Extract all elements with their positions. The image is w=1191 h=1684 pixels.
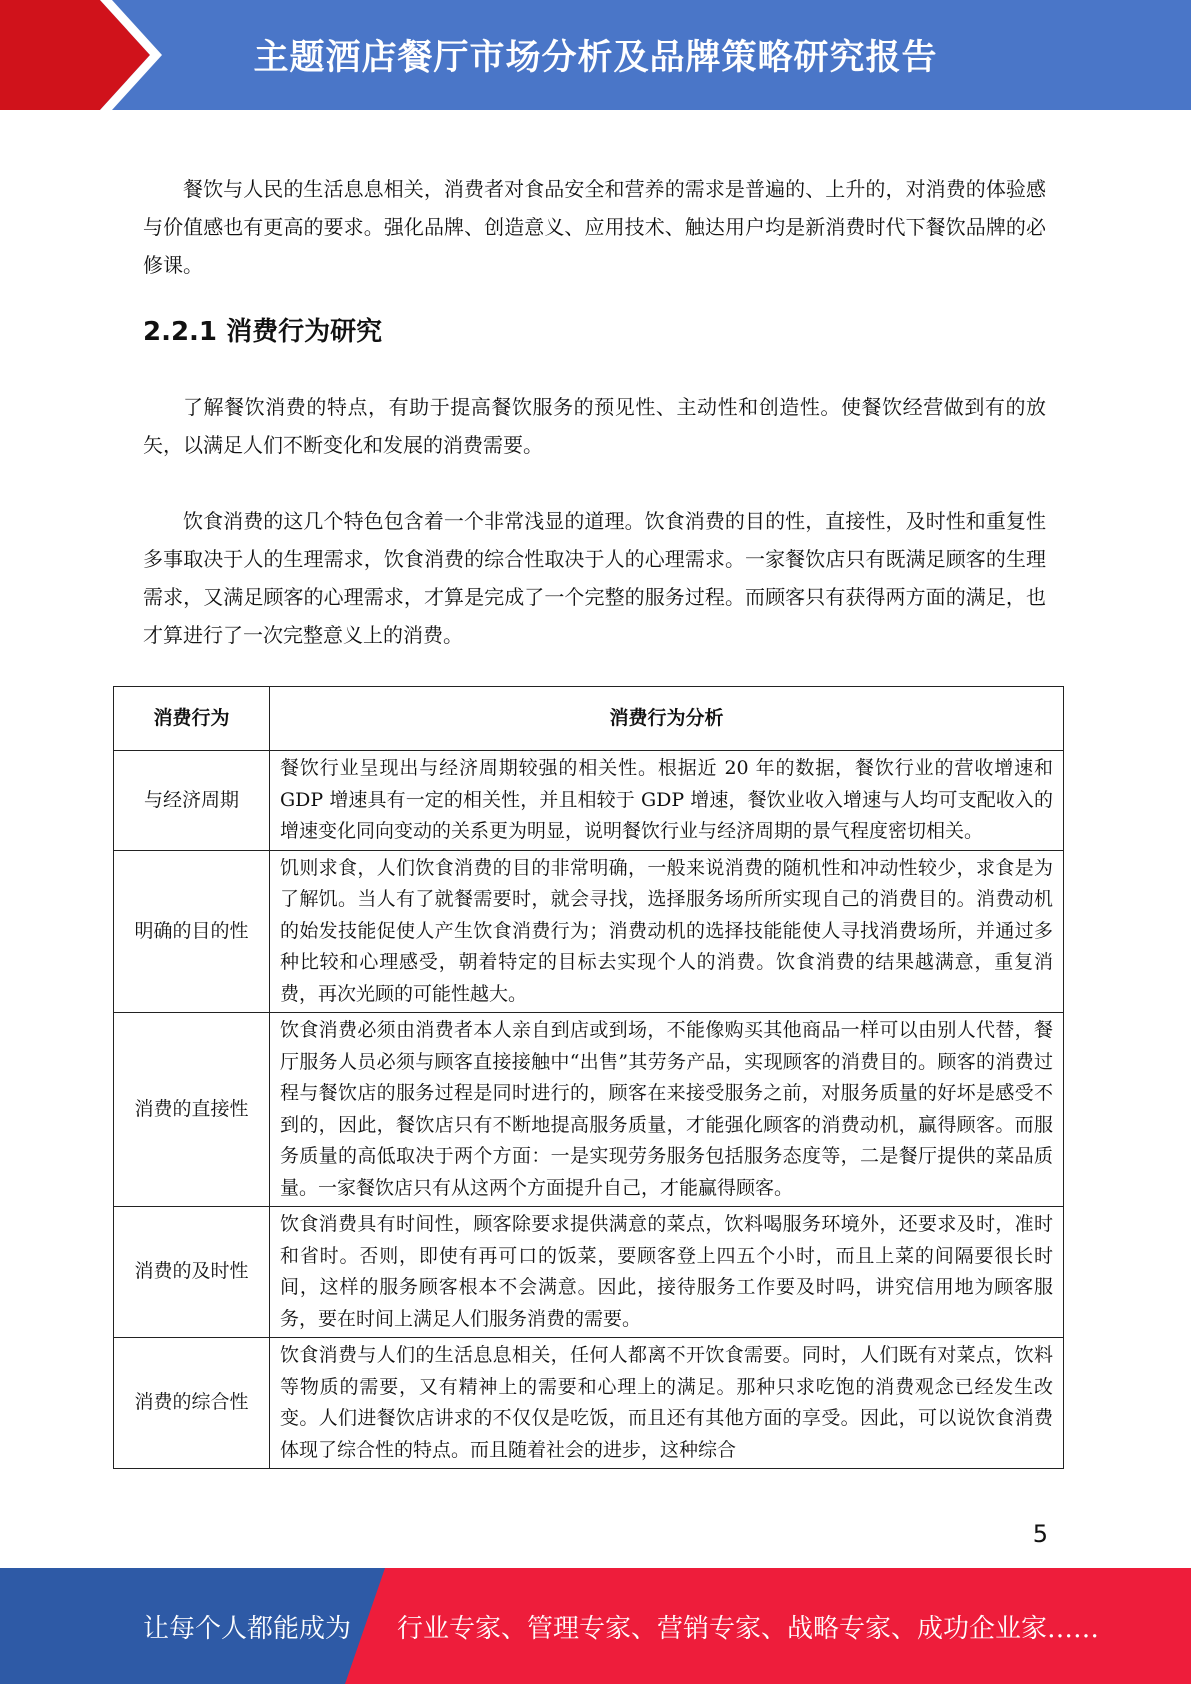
page-header [0, 0, 1191, 110]
section-paragraph-2-block [143, 502, 1046, 654]
section-heading: 2.2.1 消费行为研究 [143, 317, 383, 347]
table-row [114, 751, 1064, 851]
table-row [114, 1013, 1064, 1207]
table-header-behavior: 消费行为 [114, 687, 270, 751]
table-header-analysis: 消费行为分析 [270, 687, 1064, 751]
page-footer [0, 1568, 1191, 1684]
section-paragraph-1-block [143, 388, 1046, 464]
report-title: 主题酒店餐厅市场分析及品牌策略研究报告 [253, 38, 938, 78]
footer-slogan-left: 让每个人都能成为 [143, 1613, 352, 1644]
behavior-cell: 消费的综合性 [114, 1338, 270, 1469]
table-row [114, 850, 1064, 1013]
analysis-cell: 饮食消费必须由消费者本人亲自到店或到场，不能像购买其他商品一样可以由别人代替，餐厅服务人员必须与顾客直接接触中“出售”其劳务产品，实现顾客的消费目的。顾客的消费过程与餐饮店的服务过程是同时进行的，顾客在来接受服务之前，对服务质量的好坏是感受不到的，因此，餐饮店只有不断地提高服务质量，才能强化顾客的消费动机，赢得顾客。而服务质量的高低取决于两个方面：一是实现劳务服务包括服务态度等，二是餐厅提供的菜品质量。一家餐饮店只有从这两个方面提升自己，才能赢得顾客。 [270, 1013, 1064, 1207]
analysis-cell: 饮食消费与人们的生活息息相关，任何人都离不开饮食需要。同时，人们既有对菜点，饮料等物质的需要，又有精神上的需要和心理上的满足。那种只求吃饱的消费观念已经发生改变。人们进餐饮店讲求的不仅仅是吃饭，而且还有其他方面的享受。因此，可以说饮食消费体现了综合性的特点。而且随着社会的进步，这种综合 [270, 1338, 1064, 1469]
behavior-cell: 与经济周期 [114, 751, 270, 851]
intro-section [143, 170, 1046, 284]
footer-slogan-right: 行业专家、管理专家、营销专家、战略专家、成功企业家…… [397, 1613, 1100, 1644]
table-row [114, 1338, 1064, 1469]
behavior-cell: 明确的目的性 [114, 850, 270, 1013]
behavior-cell: 消费的直接性 [114, 1013, 270, 1207]
consumer-behavior-table [113, 686, 1064, 1469]
intro-paragraph: 餐饮与人民的生活息息相关，消费者对食品安全和营养的需求是普遍的、上升的，对消费的体验感与价值感也有更高的要求。强化品牌、创造意义、应用技术、触达用户均是新消费时代下餐饮品牌的必修课。 [143, 177, 1046, 277]
analysis-cell: 餐饮行业呈现出与经济周期较强的相关性。根据近 20 年的数据，餐饮行业的营收增速和 GDP 增速具有一定的相关性，并且相较于 GDP 增速，餐饮业收入增速与人均可支配收入的增速变化同向变动的关系更为明显，说明餐饮行业与经济周期的景气程度密切相关。 [270, 751, 1064, 851]
section-paragraph-2: 饮食消费的这几个特色包含着一个非常浅显的道理。饮食消费的目的性，直接性，及时性和重复性多事取决于人的生理需求，饮食消费的综合性取决于人的心理需求。一家餐饮店只有既满足顾客的生理需求，又满足顾客的心理需求，才算是完成了一个完整的服务过程。而顾客只有获得两方面的满足，也才算进行了一次完整意义上的消费。 [143, 509, 1046, 647]
table-header-row [114, 687, 1064, 751]
page-number: 5 [1032, 1520, 1048, 1548]
table-row [114, 1207, 1064, 1338]
analysis-cell: 饮食消费具有时间性，顾客除要求提供满意的菜点，饮料喝服务环境外，还要求及时，准时和省时。否则，即使有再可口的饭菜，要顾客登上四五个小时，而且上菜的间隔要很长时间，这样的服务顾客根本不会满意。因此，接待服务工作要及时吗，讲究信用地为顾客服务，要在时间上满足人们服务消费的需要。 [270, 1207, 1064, 1338]
section-paragraph-1: 了解餐饮消费的特点，有助于提高餐饮服务的预见性、主动性和创造性。使餐饮经营做到有的放矢，以满足人们不断变化和发展的消费需要。 [143, 395, 1046, 457]
behavior-cell: 消费的及时性 [114, 1207, 270, 1338]
analysis-cell: 饥则求食，人们饮食消费的目的非常明确，一般来说消费的随机性和冲动性较少，求食是为了解饥。当人有了就餐需要时，就会寻找，选择服务场所所实现自己的消费目的。消费动机的始发技能促使人产生饮食消费行为；消费动机的选择技能能使人寻找消费场所，并通过多种比较和心理感受，朝着特定的目标去实现个人的消费。饮食消费的结果越满意，重复消费，再次光顾的可能性越大。 [270, 850, 1064, 1013]
